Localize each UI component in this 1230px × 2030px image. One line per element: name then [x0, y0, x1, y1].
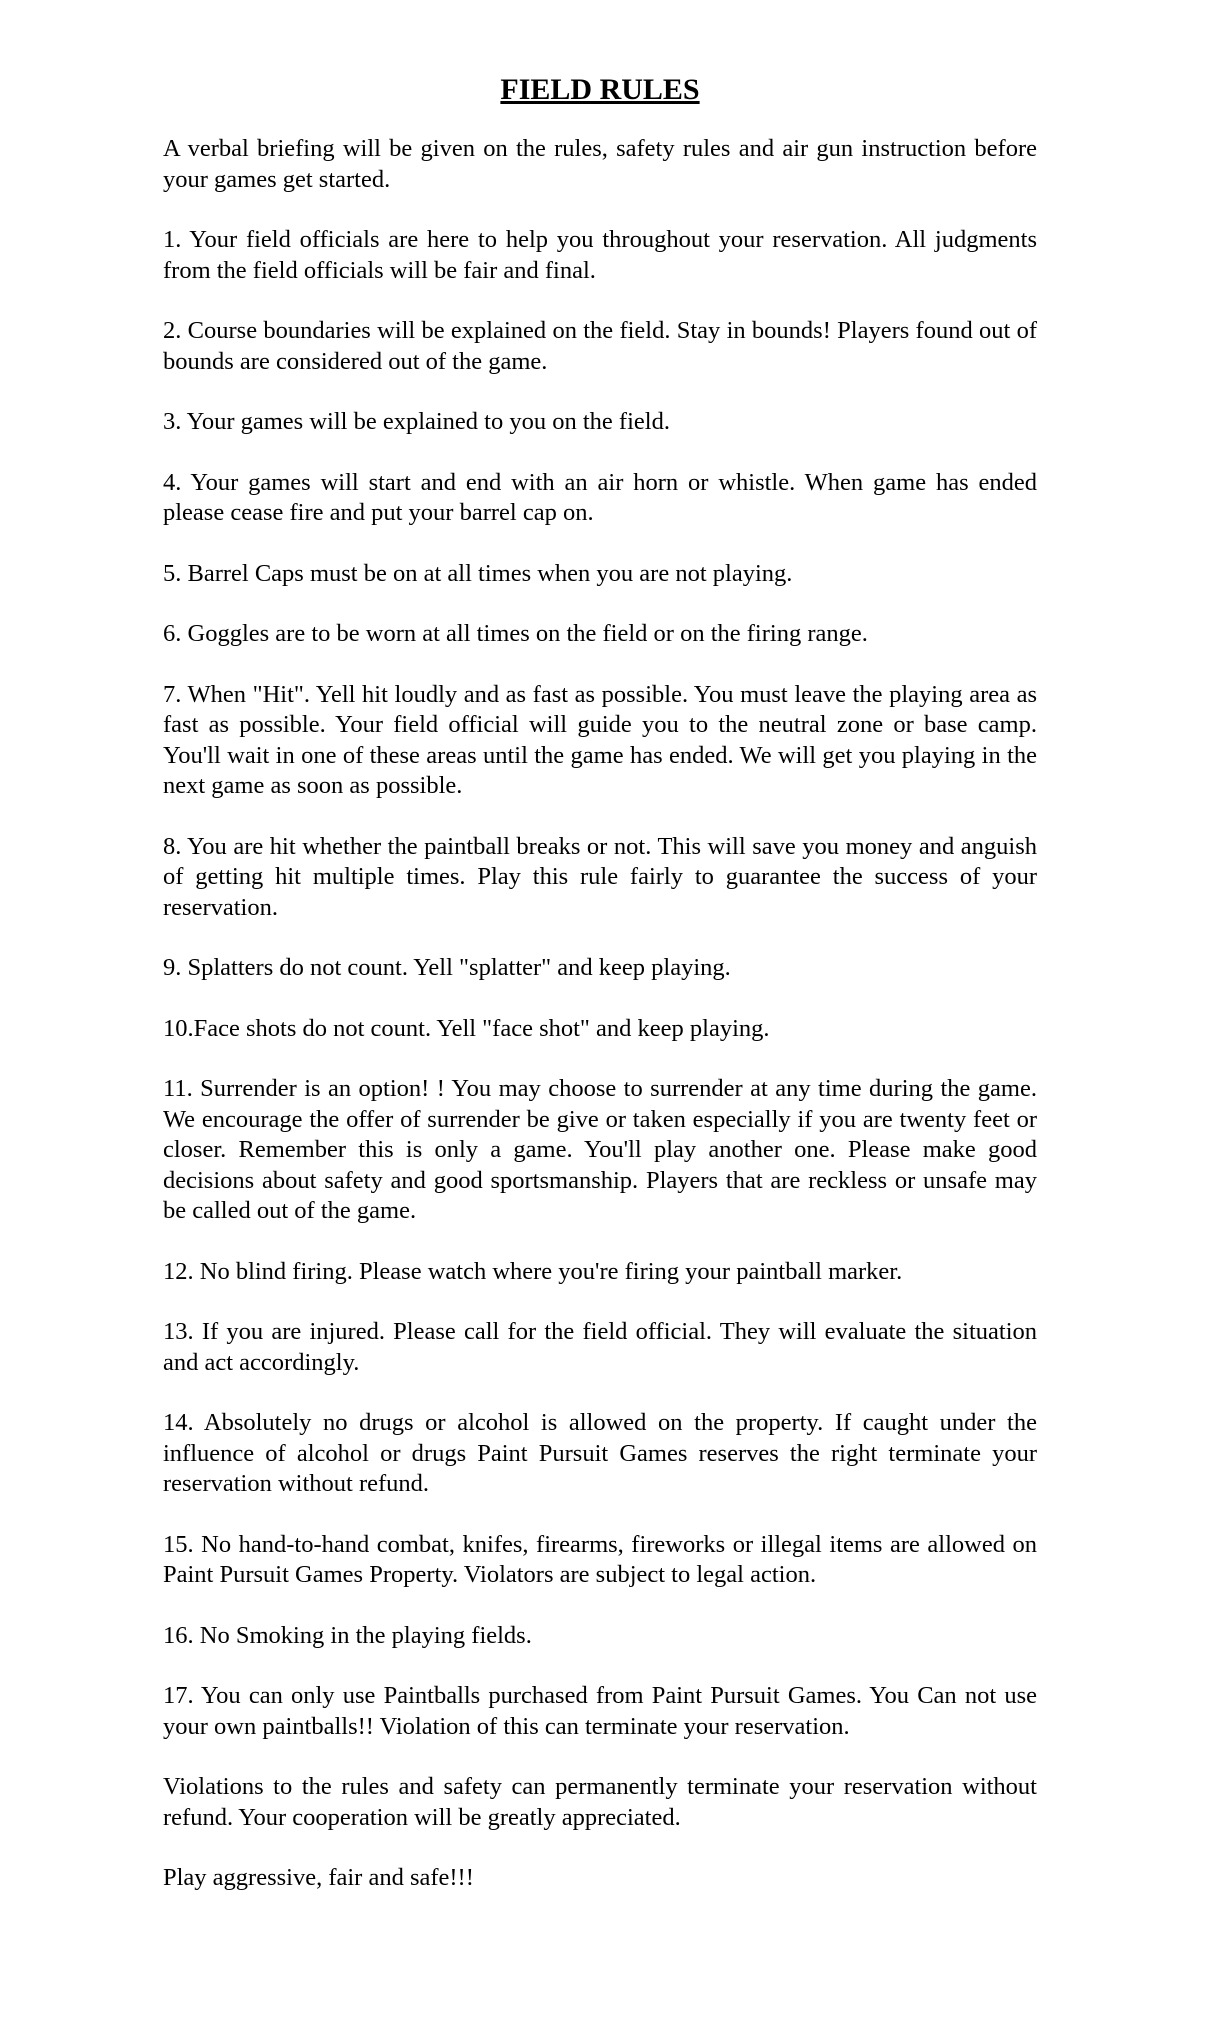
- rule-13: 13. If you are injured. Please call for the field official. They will evaluate the situation and act accordingly.: [163, 1318, 1037, 1376]
- rule-10: 10.Face shots do not count. Yell "face shot" and keep playing.: [163, 1014, 770, 1042]
- rule-9: 9. Splatters do not count. Yell "splatter" and keep playing.: [163, 954, 731, 981]
- document-title: FIELD RULES: [500, 73, 700, 106]
- closing-line: Play aggressive, fair and safe!!!: [163, 1864, 474, 1891]
- rule-1: 1. Your field officials are here to help you throughout your reservation. All judgments from the field officials will be fair and final.: [163, 226, 1037, 284]
- rule-4: 4. Your games will start and end with an air horn or whistle. When game has ended please cease fire and put your barrel cap on.: [163, 468, 1037, 526]
- rule-8: 8. You are hit whether the paintball breaks or not. This will save you money and anguish of getting hit multiple times. Play this rule fairly to guarantee the success of your reservation.: [163, 832, 1037, 921]
- violations-note: Violations to the rules and safety can permanently terminate your reservation without refund. Your cooperation will be greatly appreciated.: [163, 1773, 1037, 1831]
- rule-7: 7. When "Hit". Yell hit loudly and as fast as possible. You must leave the playing area as fast as possible. Your field official will guide you to the neutral zone or base camp. You'll wait in one of these areas until the game has ended. We will get you playing in the next game as soon as possible.: [163, 680, 1037, 799]
- rule-2: 2. Course boundaries will be explained on the field. Stay in bounds! Players found out of bounds are considered out of the game.: [163, 317, 1037, 375]
- rule-15: 15. No hand-to-hand combat, knifes, firearms, fireworks or illegal items are allowed on Paint Pursuit Games Property. Violators are subject to legal action.: [163, 1530, 1037, 1588]
- rule-12: 12. No blind firing. Please watch where you're firing your paintball marker.: [163, 1257, 903, 1285]
- rule-5: 5. Barrel Caps must be on at all times when you are not playing.: [163, 559, 793, 587]
- rule-14: 14. Absolutely no drugs or alcohol is allowed on the property. If caught under the influence of alcohol or drugs Paint Pursuit Games reserves the right terminate your reservation without refund.: [163, 1409, 1037, 1497]
- rule-6: 6. Goggles are to be worn at all times on the field or on the firing range.: [163, 620, 868, 647]
- rule-17: 17. You can only use Paintballs purchased from Paint Pursuit Games. You Can not use your own paintballs!! Violation of this can terminate your reservation.: [163, 1682, 1037, 1740]
- document-page: [163, 70, 1037, 1924]
- intro-paragraph: A verbal briefing will be given on the rules, safety rules and air gun instruction before your games get started.: [163, 135, 1037, 193]
- rule-11: 11. Surrender is an option! ! You may choose to surrender at any time during the game. We encourage the offer of surrender be give or taken especially if you are twenty feet or closer. Remember this is only a game. You'll play another one. Please make good decisions about safety and good sportsmanship. Players that are reckless or unsafe may be called out of the game.: [163, 1075, 1037, 1224]
- rule-16: 16. No Smoking in the playing fields.: [163, 1621, 532, 1649]
- rule-3: 3. Your games will be explained to you on the field.: [163, 408, 670, 435]
